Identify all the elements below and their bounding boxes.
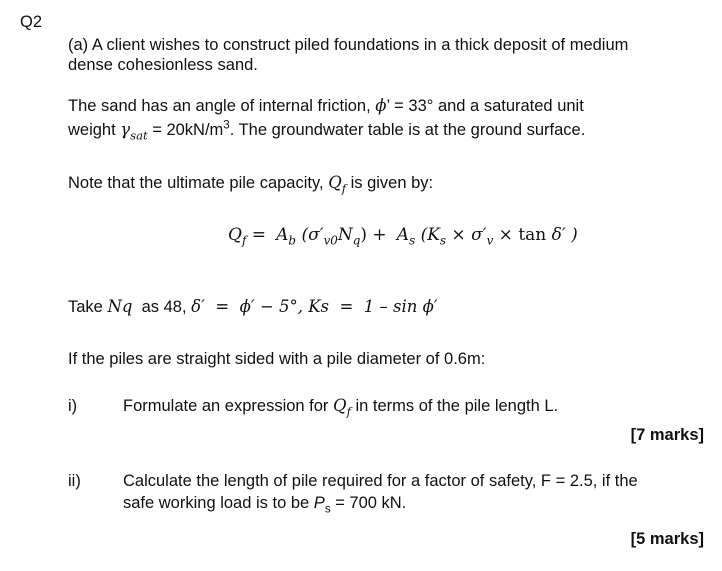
question-ii-number: ii) — [68, 472, 81, 490]
f-ab: A — [276, 225, 289, 245]
f-sub: s — [409, 233, 416, 248]
text: The sand has an angle of internal friction, — [68, 97, 371, 115]
note-line — [68, 173, 434, 196]
text: Note that the ultimate pile capacity, — [68, 174, 324, 192]
delta-ks-expr: δ′ = ϕ′ − 5°, Ks = 1 – — [191, 297, 394, 316]
f-q: Q — [228, 225, 242, 245]
question-ii-marks: [5 marks] — [630, 530, 704, 548]
superscript: 3 — [223, 119, 230, 132]
text: weight — [68, 121, 116, 139]
f-nq: N — [337, 225, 353, 245]
text: is given by: — [350, 174, 434, 192]
sand-line-1 — [68, 96, 584, 116]
f-sub: v — [486, 233, 494, 248]
p-symbol: P — [313, 494, 325, 512]
f-as: A — [396, 225, 410, 245]
gamma-symbol: γ — [120, 120, 131, 139]
f-delta: δ′ ) — [546, 225, 578, 245]
text: . The groundwater table is at the ground surface. — [229, 121, 586, 139]
f-eq: = — [246, 225, 272, 245]
text: = 700 kN. — [335, 494, 407, 512]
question-i-text — [123, 396, 559, 419]
piles-line: If the piles are straight sided with a pile diameter of 0.6m: — [68, 350, 486, 368]
f-sub: s — [439, 233, 447, 248]
text: in terms of the pile length L. — [355, 397, 559, 415]
question-i-number: i) — [68, 397, 78, 415]
text: safe working load is to be — [123, 494, 310, 512]
sin-phi: sin ϕ′ — [393, 297, 438, 316]
question-ii-line-2 — [123, 493, 407, 516]
question-label: Q2 — [20, 13, 43, 31]
text: Take — [68, 298, 103, 316]
subscript: f — [341, 181, 346, 196]
f-sub: q — [352, 233, 361, 248]
q-symbol: Q — [328, 173, 342, 192]
nq-symbol: Nq — [107, 297, 133, 316]
text: Formulate an expression for — [123, 397, 329, 415]
text: = 20kN/m — [152, 121, 224, 139]
q-symbol: Q — [333, 396, 347, 415]
subscript: f — [346, 404, 351, 419]
part-a-line-1: (a) A client wishes to construct piled foundations in a thick deposit of medium — [68, 36, 629, 54]
question-i-marks: [7 marks] — [630, 426, 704, 444]
f-sub: v0 — [323, 233, 338, 248]
f-times: × — [493, 225, 519, 245]
f-tan: tan — [518, 225, 547, 245]
part-a-line-2: dense cohesionless sand. — [68, 56, 258, 74]
sand-line-2 — [68, 119, 586, 143]
f-sub: f — [241, 233, 247, 248]
subscript: s — [324, 503, 331, 516]
question-ii-line-1: Calculate the length of pile required for a factor of safety, F = 2.5, if the — [123, 472, 638, 490]
f-sigma: (σ′ — [296, 225, 324, 245]
phi-symbol: ϕ — [375, 96, 387, 115]
capacity-formula — [228, 225, 578, 248]
gamma-subscript: sat — [130, 128, 148, 143]
f-plus: ) + — [360, 225, 393, 245]
text: ’ = 33° and a saturated unit — [386, 97, 584, 115]
take-line — [68, 297, 438, 317]
f-ks: (K — [415, 225, 440, 245]
text: as 48, — [141, 298, 187, 316]
f-sigma-v: × σ′ — [446, 225, 487, 245]
f-sub: b — [288, 233, 297, 248]
